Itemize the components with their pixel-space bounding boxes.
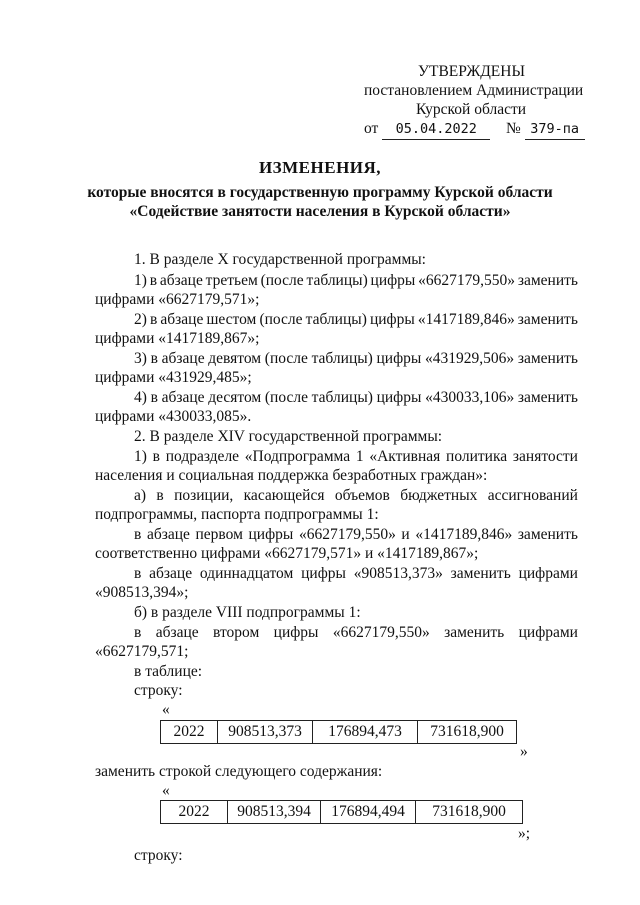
quote-close: »: [520, 743, 528, 760]
word: 2): [134, 311, 147, 328]
word: в: [150, 389, 158, 406]
paragraph-line: строку:: [134, 682, 183, 699]
table-new-row: [160, 800, 523, 824]
paragraph-line: [134, 349, 578, 368]
word: заменить: [517, 526, 578, 543]
table-cell: 176894,473: [313, 721, 418, 744]
word: «1417189,846»: [415, 526, 513, 543]
word: 1): [134, 448, 147, 465]
word: цифрами: [518, 565, 578, 582]
approval-title: УТВЕРЖДЕНЫ: [418, 63, 525, 80]
word: «430033,106»: [425, 389, 515, 406]
word: таблицы): [305, 311, 367, 328]
word: цифры: [376, 389, 422, 406]
word: (после: [260, 272, 304, 289]
word: позиции,: [174, 487, 234, 504]
word: абзаце: [160, 311, 204, 328]
word: касающейся: [243, 487, 325, 504]
paragraph-line: цифрами «1417189,867»;: [95, 330, 260, 347]
word: 4): [134, 389, 147, 406]
word: заменить: [517, 350, 578, 367]
table-row: [161, 721, 517, 744]
document-title: ИЗМЕНЕНИЯ,: [258, 158, 382, 177]
paragraph-line: «6627179,571;: [95, 643, 189, 660]
word: девятом: [208, 350, 262, 367]
word: цифрами: [518, 624, 578, 641]
paragraph-line: подпрограммы, паспорта подпрограммы 1:: [95, 506, 379, 523]
table-cell: 731618,900: [418, 721, 517, 744]
word: цифры: [376, 350, 422, 367]
word: «431929,506»: [425, 350, 515, 367]
quote-open: «: [162, 782, 170, 799]
word: в: [134, 526, 142, 543]
paragraph-line: [134, 310, 578, 329]
table-cell: 908513,394: [228, 801, 321, 824]
approval-number: 379-па: [525, 119, 585, 140]
word: 1): [134, 272, 147, 289]
paragraph-line: в таблице:: [134, 663, 203, 680]
word: заменить: [444, 624, 505, 641]
paragraph-line: «908513,394»;: [95, 584, 189, 601]
approval-line-1: постановлением Администрации: [364, 82, 584, 99]
word: цифры: [369, 311, 415, 328]
number-prefix: №: [505, 120, 521, 137]
table-cell: 731618,900: [416, 801, 523, 824]
word: одиннадцатом: [199, 565, 294, 582]
word: в: [156, 487, 164, 504]
paragraph-line: цифрами «431929,485»;: [95, 369, 252, 386]
word: (после: [259, 311, 303, 328]
paragraph-line: б) в разделе VIII подпрограммы 1:: [134, 604, 361, 621]
word: (после: [264, 389, 308, 406]
word: «6627179,550»: [332, 624, 430, 641]
word: в: [149, 272, 158, 289]
word: десятом: [208, 389, 262, 406]
word: объемов: [334, 487, 390, 504]
word: в: [152, 448, 160, 465]
word: ассигнований: [487, 487, 578, 504]
word: «Подпрограмма: [244, 448, 351, 465]
word: заменить: [450, 565, 511, 582]
word: абзаце: [155, 624, 199, 641]
paragraph-line: соответственно цифрами «6627179,571» и «1417189,867»;: [95, 545, 479, 562]
paragraph-line: [134, 623, 578, 642]
approval-line-2: Курской области: [416, 101, 527, 118]
word: заменить: [517, 272, 578, 289]
word: шестом: [206, 311, 257, 328]
word: цифры: [273, 624, 319, 641]
word: цифры: [248, 526, 294, 543]
quote-open: «: [162, 701, 170, 718]
word: в: [134, 624, 142, 641]
word: занятости: [512, 448, 578, 465]
word: (после: [264, 350, 308, 367]
paragraph-line: [134, 388, 578, 407]
word: абзаце: [149, 565, 193, 582]
quote-close: »;: [518, 825, 531, 842]
word: 1: [355, 448, 364, 465]
paragraph-line: цифрами «430033,085».: [95, 408, 252, 425]
word: втором: [213, 624, 260, 641]
word: 3): [134, 350, 147, 367]
word: подразделе: [165, 448, 240, 465]
word: «908513,373»: [353, 565, 443, 582]
word: цифры: [301, 565, 346, 582]
paragraph-line: населения и социальная поддержка безработных граждан»:: [95, 467, 488, 484]
word: бюджетных: [400, 487, 478, 504]
word: третьем: [205, 272, 258, 289]
date-prefix: от: [364, 120, 379, 137]
word: таблицы): [311, 350, 373, 367]
word: «Активная: [369, 448, 441, 465]
word: таблицы): [311, 389, 373, 406]
word: заменить: [517, 389, 578, 406]
word: заменить: [517, 311, 578, 328]
word: политика: [446, 448, 508, 465]
word: абзаце: [161, 350, 205, 367]
word: абзаце: [159, 272, 203, 289]
word: в: [134, 565, 142, 582]
paragraph-line: [134, 271, 578, 290]
paragraph-line: 1. В разделе X государственной программы:: [134, 251, 426, 268]
word: в: [150, 350, 158, 367]
word: первом: [195, 526, 243, 543]
table-cell-year: 2022: [161, 721, 218, 744]
table-old-row: [160, 720, 517, 744]
document-subtitle-1: которые вносятся в государственную программу Курской области: [87, 184, 553, 201]
table-cell-year: 2022: [161, 801, 228, 824]
word: и: [401, 526, 410, 543]
approval-date: 05.04.2022: [382, 119, 490, 140]
paragraph-line: заменить строкой следующего содержания:: [95, 763, 383, 780]
word: в: [150, 311, 158, 328]
word: абзаце: [161, 389, 205, 406]
paragraph-line: [134, 447, 578, 466]
paragraph-line: [134, 564, 578, 583]
word: «1417189,846»: [417, 311, 515, 328]
word: а): [134, 487, 147, 504]
word: цифры: [370, 272, 416, 289]
paragraph-line: [134, 486, 578, 505]
table-row: [161, 801, 523, 824]
word: «6627179,550»: [418, 272, 516, 289]
paragraph-line: строку:: [134, 847, 183, 864]
word: абзаце: [146, 526, 190, 543]
word: таблицы): [306, 272, 368, 289]
table-cell: 176894,494: [321, 801, 416, 824]
paragraph-line: 2. В разделе XIV государственной программы:: [134, 428, 443, 445]
paragraph-line: [134, 525, 578, 544]
table-cell: 908513,373: [218, 721, 313, 744]
approval-date-line: [364, 119, 585, 140]
word: «6627179,550»: [298, 526, 396, 543]
document-subtitle-2: «Содействие занятости населения в Курской области»: [129, 203, 511, 220]
paragraph-line: цифрами «6627179,571»;: [95, 291, 260, 308]
